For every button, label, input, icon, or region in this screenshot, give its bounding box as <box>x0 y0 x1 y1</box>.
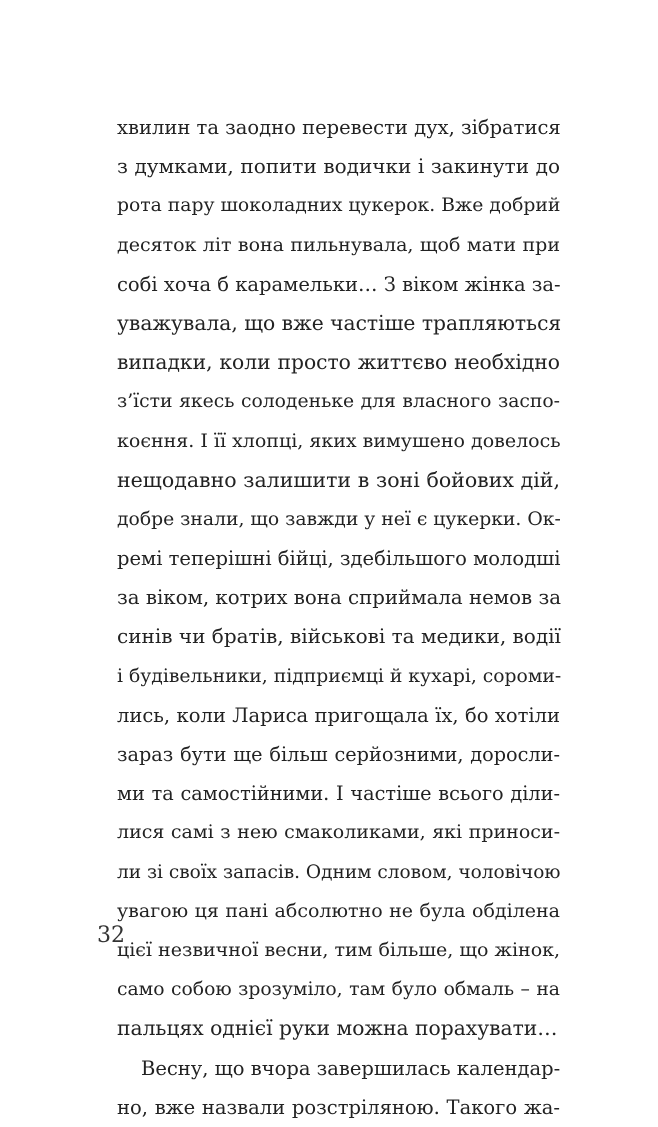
text-line: рота пару шоколадних цукерок. Вже добрий <box>117 195 561 217</box>
text-line: хвилин та заодно перевести дух, зібратися <box>117 116 561 139</box>
text-line: за віком, котрих вона сприймала немов за <box>117 586 561 610</box>
text-line: випадки, коли просто життєво необхідно <box>117 350 560 375</box>
text-line: синів чи братів, військові та медики, водії <box>117 624 561 649</box>
body-text <box>117 108 560 1127</box>
text-line: Весну, що вчора завершилась календар- <box>141 1056 561 1080</box>
text-line: зараз бути ще більш серйозними, доросли- <box>117 743 560 766</box>
text-line: уважувала, що вже частіше трапляються <box>117 310 562 335</box>
text-line: лись, коли Лариса пригощала їх, бо хотіли <box>117 703 560 727</box>
text-line: з’їсти якесь солоденьке для власного заспо- <box>117 391 560 413</box>
text-line: но, вже назвали розстріляною. Такого жа- <box>117 1095 560 1119</box>
text-line: лися самі з нею смаколиками, які приноси- <box>117 821 560 844</box>
text-line: цієї незвичної весни, тим більше, що жінок, <box>117 938 561 961</box>
text-line: коєння. І її хлопці, яких вимушено довелось <box>117 429 561 452</box>
text-line: пальцях однієї руки можна порахувати… <box>117 1016 558 1041</box>
text-line: і будівельники, підприємці й кухарі, сороми- <box>117 665 562 687</box>
text-line: ми та самостійними. І частіше всього діли- <box>117 782 560 806</box>
text-line: само собою зрозуміло, там було обмаль – на <box>117 979 560 1001</box>
text-line: ремі теперішні бійці, здебільшого молодші <box>117 547 561 571</box>
text-line: з думками, попити водички і закинути до <box>117 154 560 179</box>
text-line: увагою ця пані абсолютно не була обділена <box>117 899 560 922</box>
text-line: собі хоча б карамельки… З віком жінка за- <box>117 272 561 296</box>
page-number: 32 <box>97 923 125 948</box>
text-line: десяток літ вона пильнувала, щоб мати при <box>117 233 560 256</box>
text-line: добре знали, що завжди у неї є цукерки. Ок- <box>117 508 561 530</box>
text-line: ли зі своїх запасів. Одним словом, чоловічою <box>117 861 561 883</box>
text-line: нещодавно залишити в зоні бойових дій, <box>117 467 560 492</box>
